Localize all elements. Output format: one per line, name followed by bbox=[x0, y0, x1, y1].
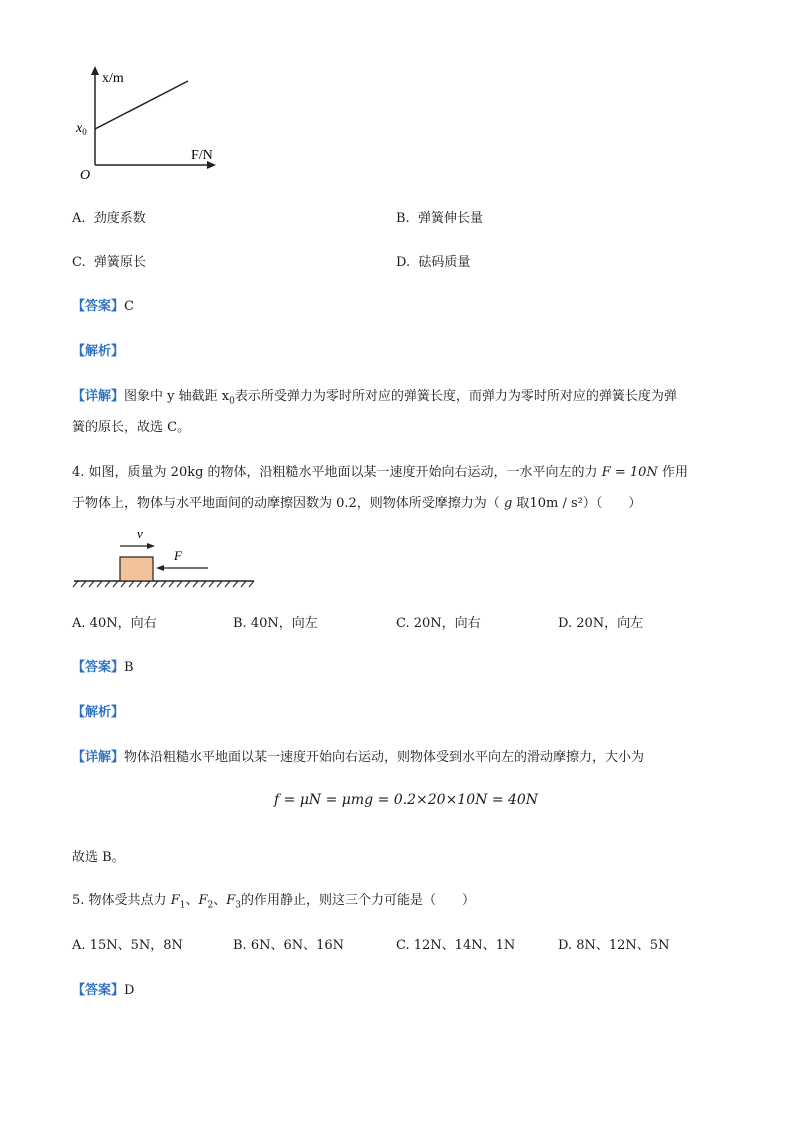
q4-detail: 【详解】物体沿粗糙水平地面以某一速度开始向右运动，则物体受到水平向左的滑动摩擦力，大小为 bbox=[72, 750, 645, 765]
q5-option-d: D. 8N、12N、5N bbox=[558, 938, 670, 953]
answer-tag: 【答案】 bbox=[72, 660, 125, 675]
x-f-graph bbox=[70, 60, 240, 185]
y-axis-arrow bbox=[91, 66, 99, 75]
q3-detail-line2: 簧的原长，故选 C。 bbox=[72, 420, 191, 435]
q5-option-c: C. 12N、14N、1N bbox=[396, 938, 516, 953]
velocity-arrowhead bbox=[147, 543, 155, 549]
q3-option-a: A. 劲度系数 bbox=[72, 211, 146, 226]
q4-option-c: C. 20N，向右 bbox=[396, 616, 481, 631]
q4-option-b: B. 40N，向左 bbox=[233, 616, 318, 631]
force-arrowhead bbox=[156, 565, 164, 571]
q3-answer: 【答案】C bbox=[72, 299, 134, 314]
answer-tag: 【答案】 bbox=[72, 983, 125, 998]
ground-hatching bbox=[73, 581, 254, 587]
q5-stem: 5. 物体受共点力 $F_1$、$F_2$、$F_3$的作用静止，则这三个力可能是（ ） bbox=[72, 893, 476, 911]
q4-analysis-tag: 【解析】 bbox=[72, 705, 125, 720]
q5-option-a: A. 15N、5N，8N bbox=[72, 938, 183, 953]
q4-option-a: A. 40N，向右 bbox=[72, 616, 157, 631]
q4-formula: f = μN = μmg = 0.2×20×10N = 40N bbox=[274, 792, 539, 808]
force-label: F bbox=[174, 548, 182, 563]
q3-option-b: B. 弹簧伸长量 bbox=[396, 211, 483, 226]
q4-answer: 【答案】B bbox=[72, 660, 134, 675]
q4-stem-line2: 于物体上，物体与水平地面间的动摩擦因数为 0.2，则物体所受摩擦力为（ g 取10m / s²）（ ） bbox=[72, 496, 642, 511]
q5-option-b: B. 6N、6N、16N bbox=[233, 938, 345, 953]
graph-line bbox=[95, 81, 188, 129]
y-axis-label: x/m bbox=[102, 71, 124, 86]
q4-block-figure bbox=[70, 524, 260, 594]
velocity-label: v bbox=[137, 526, 143, 541]
origin-label: O bbox=[80, 168, 91, 183]
answer-tag: 【答案】 bbox=[72, 299, 125, 314]
intercept-label: $x_0$ bbox=[76, 121, 87, 137]
block bbox=[120, 557, 153, 581]
q4-force-formula: F = 10N bbox=[601, 465, 658, 480]
q4-conclusion: 故选 B。 bbox=[72, 850, 125, 865]
x-axis-label: F/N bbox=[191, 148, 213, 163]
q4-option-d: D. 20N，向左 bbox=[558, 616, 644, 631]
q4-stem-line1: 4. 如图，质量为 20kg 的物体，沿粗糙水平地面以某一速度开始向右运动，一水平向左的力 F = 10N 作用 bbox=[72, 465, 688, 480]
q3-option-d: D. 砝码质量 bbox=[396, 255, 471, 270]
q3-detail-line1: 【详解】图象中 y 轴截距 $x_0$表示所受弹力为零时所对应的弹簧长度，而弹力为零时所对应的弹簧长度为弹 bbox=[72, 389, 677, 407]
q3-option-c: C. 弹簧原长 bbox=[72, 255, 146, 270]
q5-answer: 【答案】D bbox=[72, 983, 135, 998]
q3-analysis-tag: 【解析】 bbox=[72, 344, 125, 359]
